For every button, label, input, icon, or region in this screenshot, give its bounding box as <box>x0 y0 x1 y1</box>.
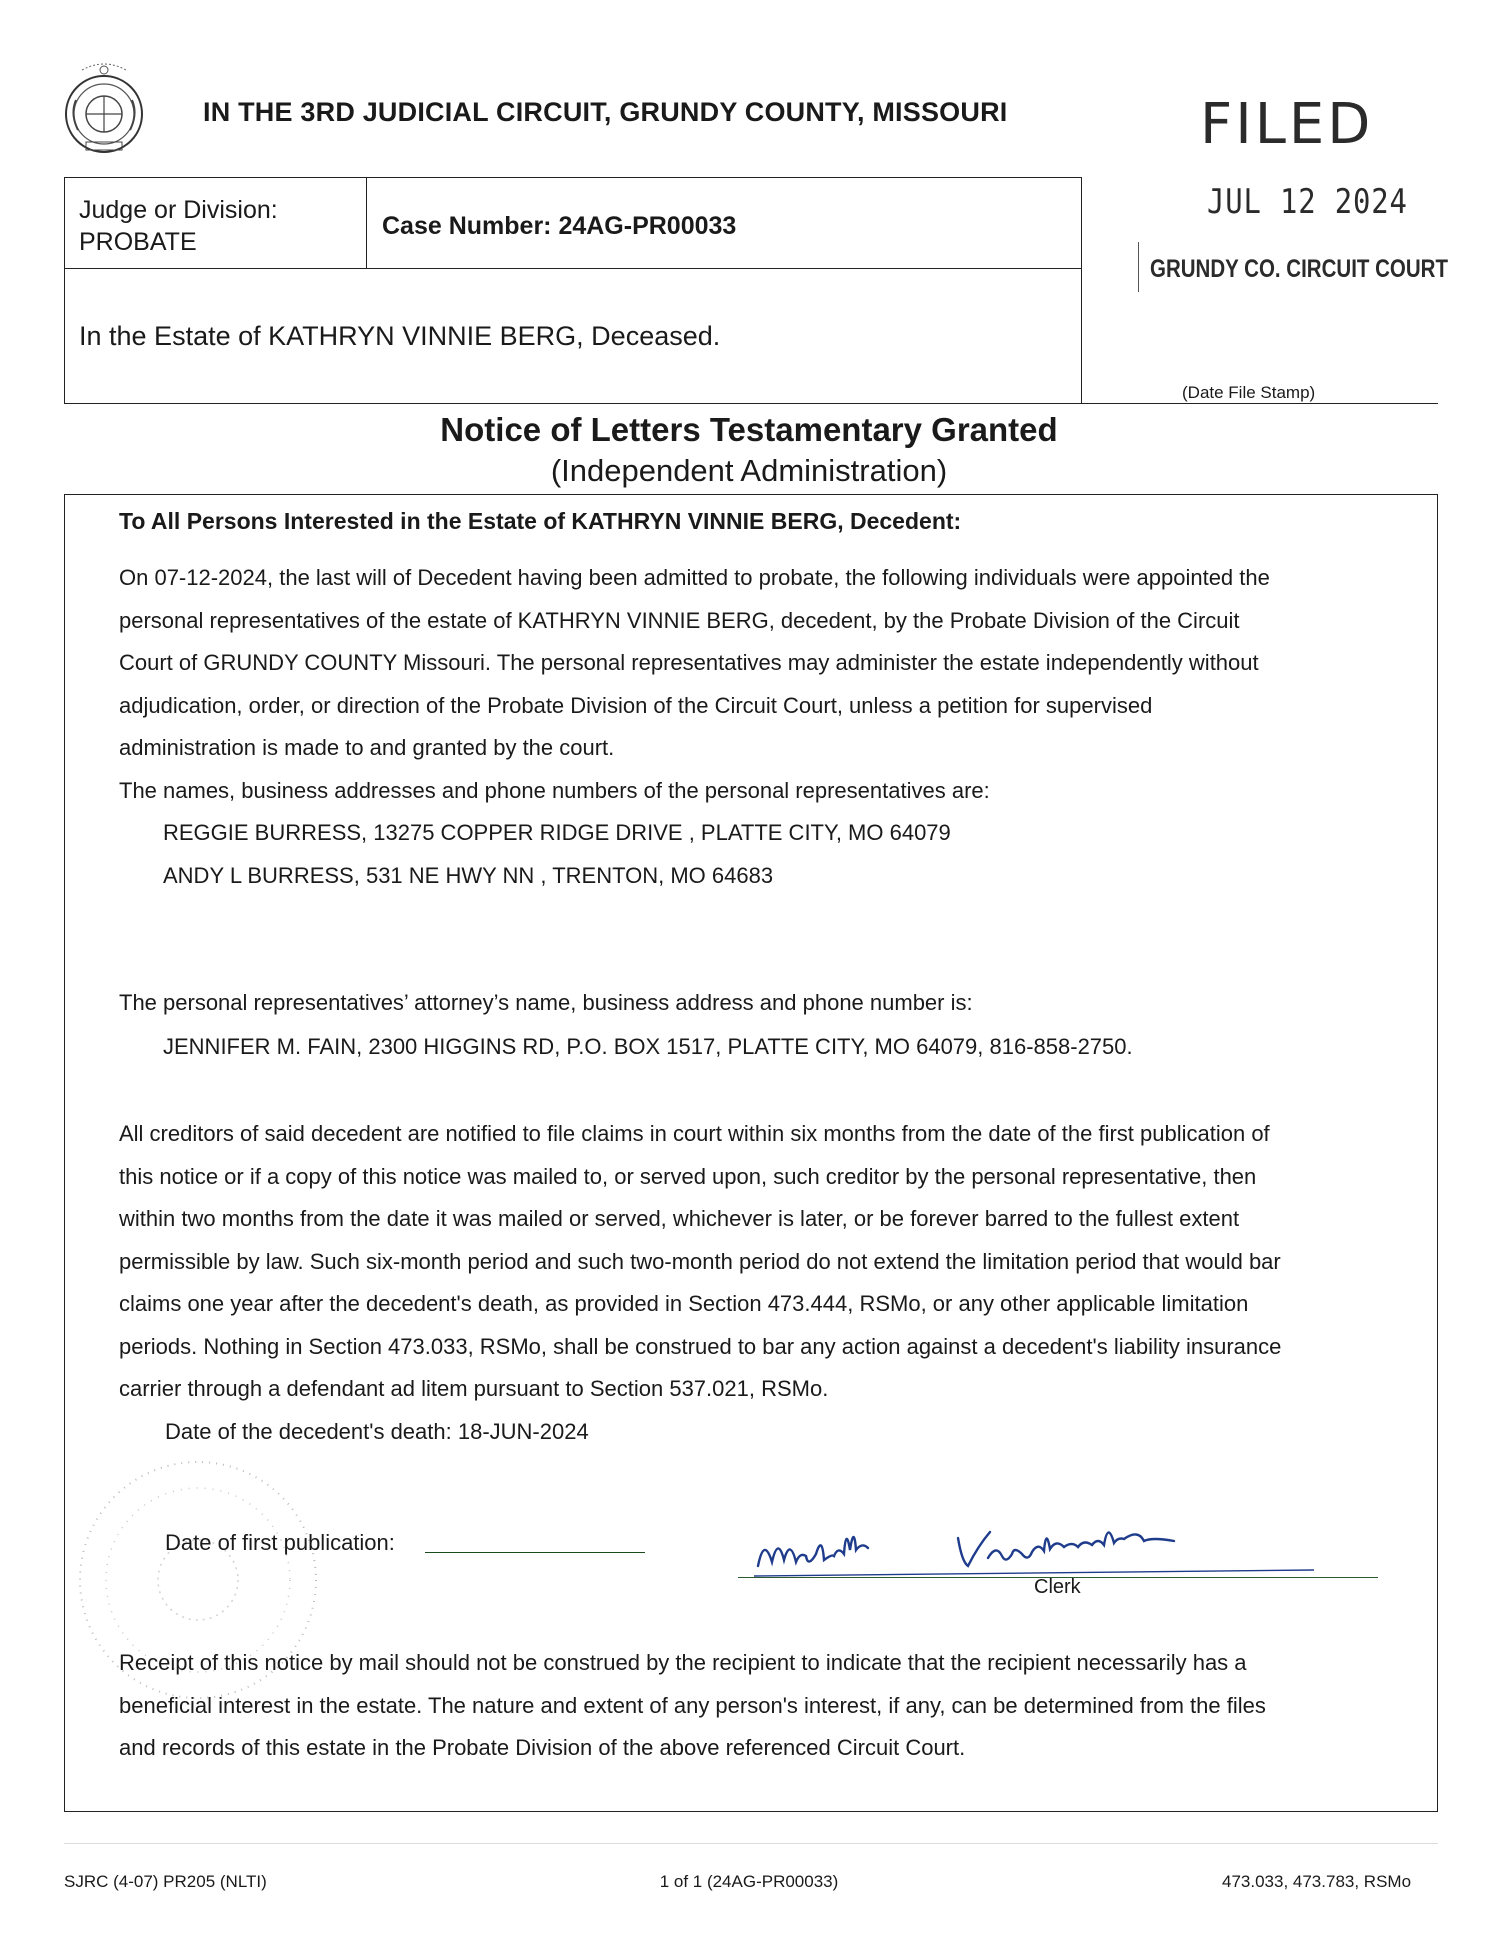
date-file-stamp-label: (Date File Stamp) <box>1182 383 1316 402</box>
paragraph-line: within two months from the date it was mailed or served, whichever is later, or be forever barred to the fullest extent <box>119 1206 1240 1231</box>
paragraph-line: this notice or if a copy of this notice was mailed to, or served upon, such creditor by the personal representative, then <box>119 1163 1257 1189</box>
court-title: IN THE 3RD JUDICIAL CIRCUIT, GRUNDY COUNTY, MISSOURI <box>203 97 1008 127</box>
paragraph-line: permissible by law. Such six-month period and such two-month period do not extend the limitation period that would bar <box>119 1248 1281 1274</box>
estate-title: In the Estate of KATHRYN VINNIE BERG, Deceased. <box>79 321 721 351</box>
stamp-mark <box>1138 242 1140 292</box>
paragraph-line: periods. Nothing in Section 473.033, RSMo, shall be construed to bar any action against a decedent's liability insurance <box>119 1333 1282 1359</box>
footer-rule <box>64 1843 1438 1844</box>
filed-date-stamp: JUL 12 2024 <box>1207 182 1408 222</box>
paragraph-line: Court of GRUNDY COUNTY Missouri. The personal representatives may administer the estate independently without <box>119 650 1259 675</box>
caption-box <box>64 177 1082 404</box>
death-date: Date of the decedent's death: 18-JUN-2024 <box>165 1418 589 1444</box>
filed-stamp: FILED <box>1200 92 1374 157</box>
paragraph-line: Receipt of this notice by mail should not be construed by the recipient to indicate that the recipient necessarily has a <box>119 1650 1247 1675</box>
receipt-paragraph <box>119 1642 1429 1770</box>
clerk-label: Clerk <box>1034 1576 1081 1598</box>
representatives-intro: The names, business addresses and phone numbers of the personal representatives are: <box>119 777 990 803</box>
paragraph-line: and records of this estate in the Probate Division of the above referenced Circuit Court. <box>119 1735 966 1760</box>
judge-label: Judge or Division: <box>79 196 278 224</box>
paragraph-line: beneficial interest in the estate. The nature and extent of any person's interest, if any, can be determined from the files <box>119 1692 1266 1718</box>
filed-court-stamp: GRUNDY CO. CIRCUIT COURT <box>1150 255 1449 283</box>
notice-subtitle: (Independent Administration) <box>550 453 948 488</box>
attorney-intro: The personal representatives’ attorney’s name, business address and phone number is: <box>119 990 973 1015</box>
paragraph-line: claims one year after the decedent's death, as provided in Section 473.444, RSMo, or any other applicable limitation <box>119 1291 1249 1316</box>
case-number: Case Number: 24AG-PR00033 <box>382 212 737 240</box>
paragraph-line: All creditors of said decedent are notified to file claims in court within six months from the date of the first publication of <box>119 1121 1270 1146</box>
paragraph-line: administration is made to and granted by the court. <box>119 735 615 760</box>
paragraph-line: personal representatives of the estate of KATHRYN VINNIE BERG, decedent, by the Probate Division of the Circuit <box>119 607 1240 633</box>
first-publication-label: Date of first publication: <box>165 1530 395 1555</box>
stamp-rule <box>1082 403 1438 404</box>
paragraph-line: On 07-12-2024, the last will of Decedent having been admitted to probate, the following individuals were appointed the <box>119 565 1270 590</box>
notice-title: Notice of Letters Testamentary Granted <box>440 411 1058 448</box>
missouri-seal <box>62 56 146 164</box>
creditors-paragraph <box>119 1113 1429 1453</box>
statute-reference: 473.033, 473.783, RSMo <box>1222 1872 1412 1891</box>
form-id: SJRC (4-07) PR205 (NLTI) <box>64 1872 267 1891</box>
to-all-heading: To All Persons Interested in the Estate of KATHRYN VINNIE BERG, Decedent: <box>119 508 962 534</box>
representative-entry: ANDY L BURRESS, 531 NE HWY NN , TRENTON, MO 64683 <box>163 863 774 888</box>
caption-divider <box>65 268 1081 269</box>
page-number: 1 of 1 (24AG-PR00033) <box>659 1872 839 1891</box>
paragraph-line: adjudication, order, or direction of the Probate Division of the Circuit Court, unless a petition for supervised <box>119 692 1153 718</box>
judge-division-cell <box>65 178 367 268</box>
appointment-paragraph <box>119 557 1429 812</box>
first-publication-blank <box>425 1552 645 1553</box>
judge-value: PROBATE <box>79 228 197 256</box>
attorney-entry: JENNIFER M. FAIN, 2300 HIGGINS RD, P.O. BOX 1517, PLATTE CITY, MO 64079, 816-858-2750. <box>163 1034 1133 1059</box>
representative-entry: REGGIE BURRESS, 13275 COPPER RIDGE DRIVE , PLATTE CITY, MO 64079 <box>163 820 951 845</box>
paragraph-line: carrier through a defendant ad litem pursuant to Section 537.021, RSMo. <box>119 1376 829 1401</box>
